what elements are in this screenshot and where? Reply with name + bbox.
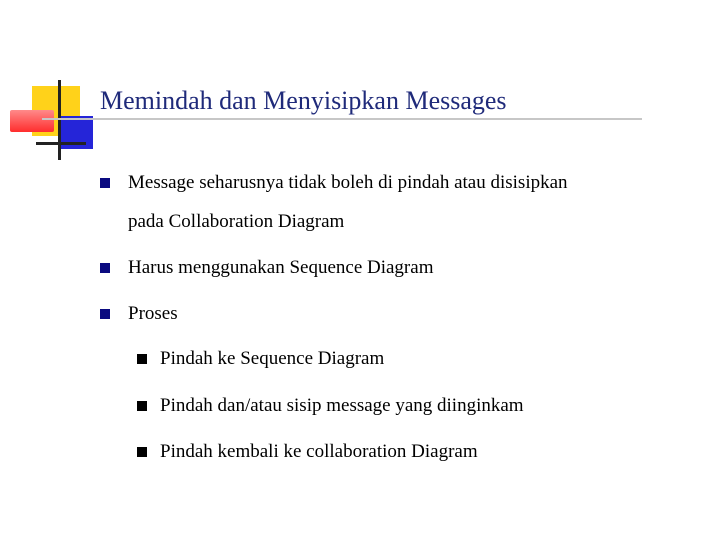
page-title: Memindah dan Menyisipkan Messages: [100, 86, 507, 115]
list-item-text: Harus menggunakan Sequence Diagram: [128, 257, 434, 278]
logo-horizontal-line: [36, 142, 86, 145]
list-item-text: Proses: [128, 303, 178, 324]
sub-list-item-text: Pindah kembali ke collaboration Diagram: [160, 441, 478, 462]
square-bullet-icon: [137, 354, 147, 364]
list-item-text: Message seharusnya tidak boleh di pindah atau disisipkan: [128, 172, 568, 193]
square-bullet-icon: [100, 309, 110, 319]
logo-red-bar: [10, 110, 54, 132]
sub-list-item-text: Pindah ke Sequence Diagram: [160, 348, 385, 369]
logo-vertical-line: [58, 80, 61, 160]
square-bullet-icon: [100, 263, 110, 273]
square-bullet-icon: [137, 447, 147, 457]
title-divider: [42, 118, 642, 120]
list-item-continuation: pada Collaboration Diagram: [128, 211, 345, 232]
square-bullet-icon: [100, 178, 110, 188]
sub-list-item-text: Pindah dan/atau sisip message yang diinginkam: [160, 395, 524, 416]
square-bullet-icon: [137, 401, 147, 411]
